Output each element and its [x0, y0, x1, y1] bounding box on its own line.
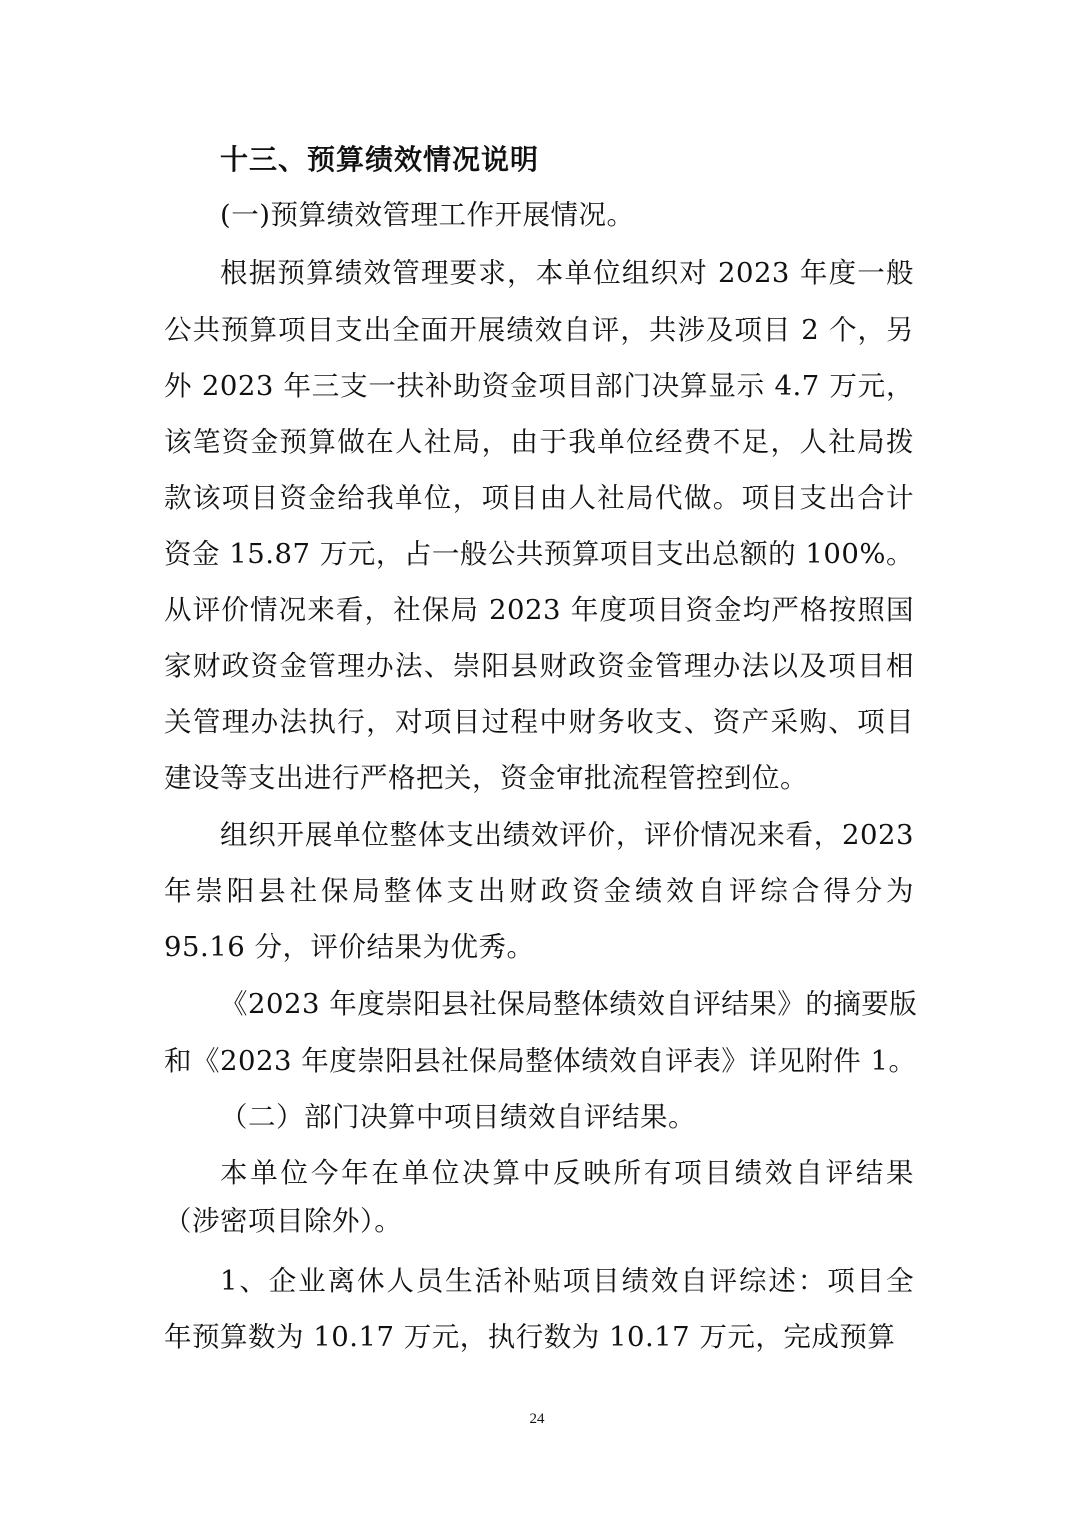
page-number: 24	[529, 1411, 545, 1427]
paragraph-line: 从评价情况来看，社保局 2023 年度项目资金均严格按照国	[164, 594, 914, 626]
paragraph-line: 组织开展单位整体支出绩效评价，评价情况来看，2023	[220, 819, 914, 851]
paragraph-line: 资金 15.87 万元，占一般公共预算项目支出总额的 100%。	[164, 538, 914, 570]
subsection-heading-1: (一)预算绩效管理工作开展情况。	[220, 199, 635, 231]
paragraph-line: 关管理办法执行，对项目过程中财务收支、资产采购、项目	[164, 706, 914, 738]
paragraph-line: 款该项目资金给我单位，项目由人社局代做。项目支出合计	[164, 482, 914, 514]
paragraph-line: 年崇阳县社保局整体支出财政资金绩效自评综合得分为	[164, 875, 914, 907]
paragraph-line: 建设等支出进行严格把关，资金审批流程管控到位。	[164, 762, 808, 794]
subsection-heading-2: （二）部门决算中项目绩效自评结果。	[220, 1101, 696, 1133]
paragraph-line: 1、企业离休人员生活补贴项目绩效自评综述：项目全	[220, 1265, 914, 1297]
paragraph-line: 《2023 年度崇阳县社保局整体绩效自评结果》的摘要版	[220, 988, 918, 1020]
paragraph-line: 该笔资金预算做在人社局，由于我单位经费不足，人社局拨	[164, 426, 914, 458]
paragraph-line: 家财政资金管理办法、崇阳县财政资金管理办法以及项目相	[164, 650, 914, 682]
paragraph-line: 根据预算绩效管理要求，本单位组织对 2023 年度一般	[220, 257, 914, 289]
paragraph-line: 95.16 分，评价结果为优秀。	[164, 931, 535, 963]
paragraph-line: （涉密项目除外）。	[164, 1205, 403, 1237]
paragraph-line: 公共预算项目支出全面开展绩效自评，共涉及项目 2 个，另	[164, 314, 914, 346]
paragraph-line: 年预算数为 10.17 万元，执行数为 10.17 万元，完成预算	[164, 1321, 896, 1353]
paragraph-line: 和《2023 年度崇阳县社保局整体绩效自评表》详见附件 1。	[164, 1045, 917, 1077]
paragraph-line: 本单位今年在单位决算中反映所有项目绩效自评结果	[220, 1157, 914, 1189]
section-heading: 十三、预算绩效情况说明	[220, 143, 540, 176]
paragraph-line: 外 2023 年三支一扶补助资金项目部门决算显示 4.7 万元，	[164, 370, 914, 402]
